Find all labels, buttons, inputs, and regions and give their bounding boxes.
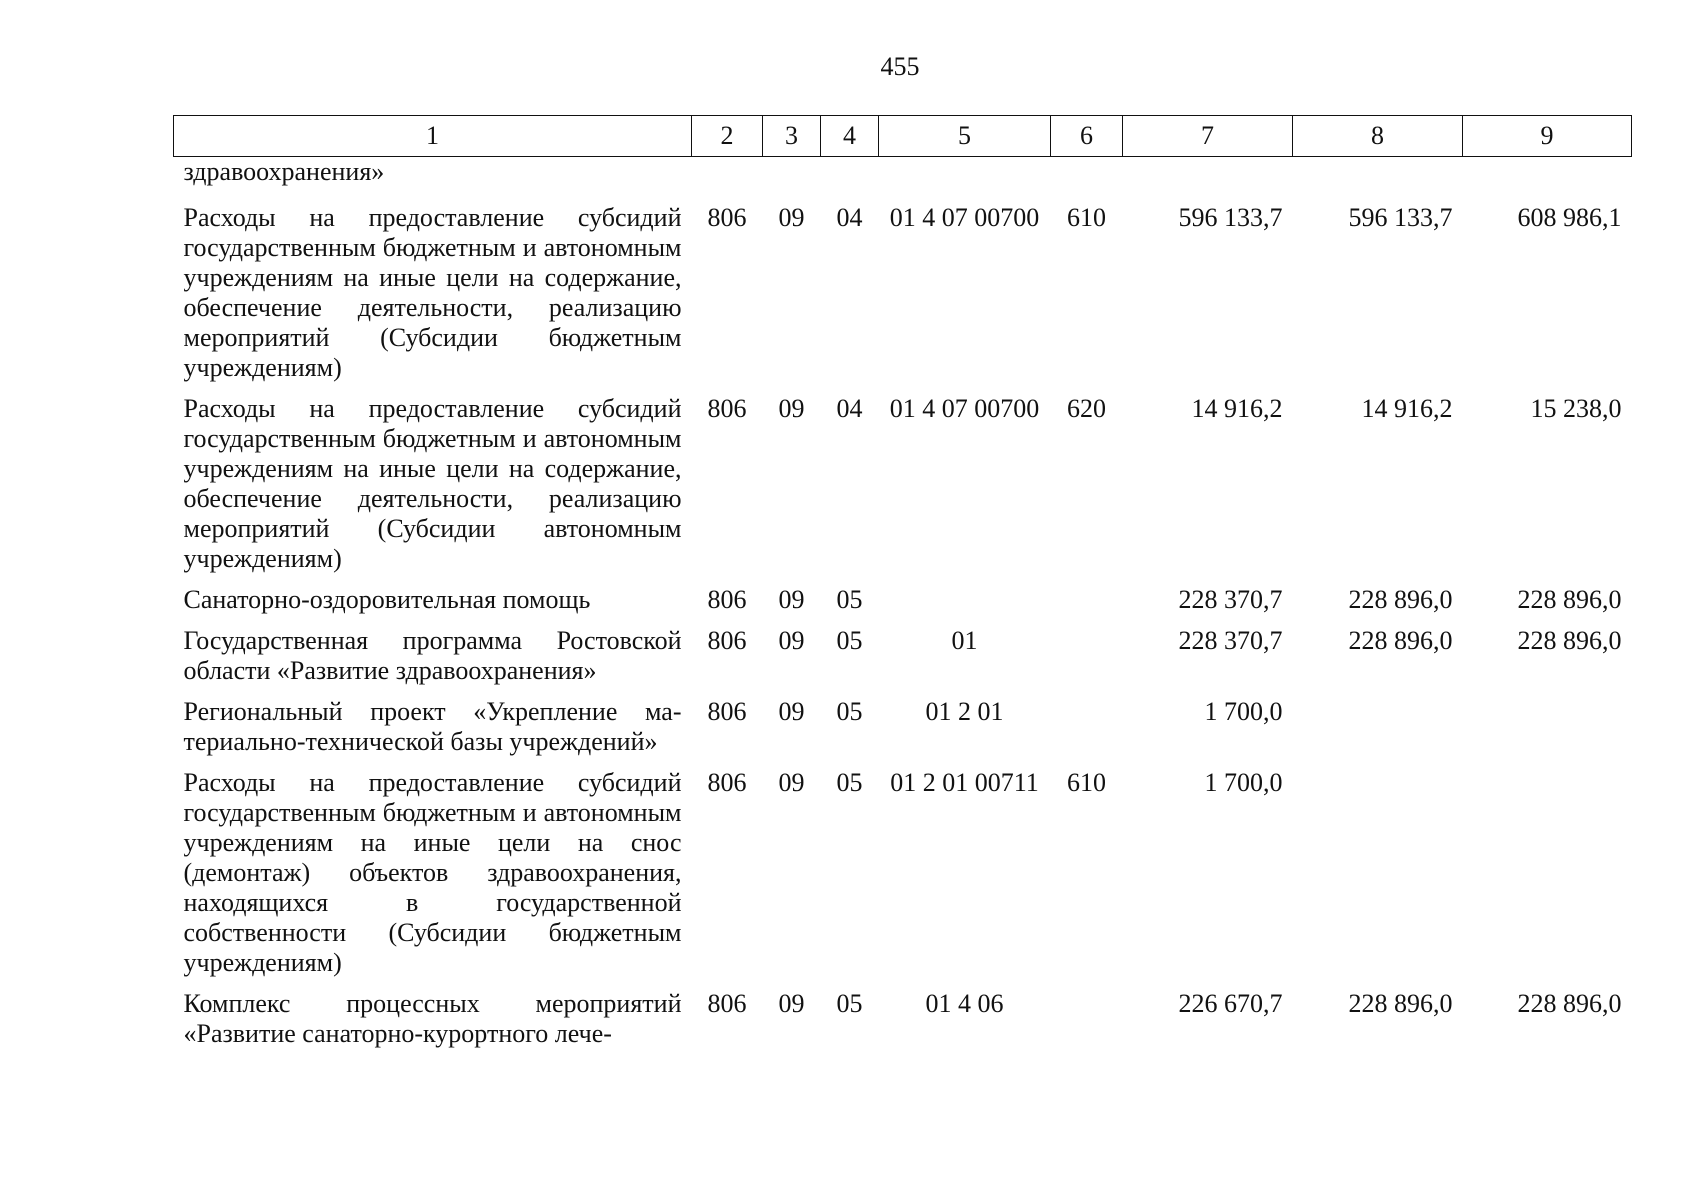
cell-amount-col8 [1293, 157, 1463, 200]
cell-department [692, 157, 763, 200]
row-name: Региональный проект «Укрепление материально-технической базы учреждений» [183, 697, 682, 756]
cell-expense-type [1051, 157, 1123, 200]
column-header: 6 [1051, 116, 1123, 157]
cell-amount-col7: 228 370,7 [1178, 626, 1283, 655]
cell-department: 806 [707, 697, 747, 726]
cell-subsection: 05 [836, 626, 863, 655]
table-row [174, 199, 1632, 390]
cell-amount-col8: 228 896,0 [1348, 989, 1453, 1018]
table-row [174, 581, 1632, 622]
cell-expense-type [1051, 622, 1123, 693]
table-row [174, 985, 1632, 1056]
cell-target-article: 01 2 01 00711 [890, 768, 1039, 797]
cell-subsection: 05 [836, 768, 863, 797]
column-header: 4 [821, 116, 879, 157]
cell-target-article: 01 2 01 [925, 697, 1004, 726]
cell-department: 806 [707, 989, 747, 1018]
cell-section: 09 [778, 203, 805, 232]
cell-amount-col9: 228 896,0 [1517, 989, 1622, 1018]
cell-amount-col7: 1 700,0 [1204, 697, 1283, 726]
row-name: Санаторно-оздоровительная помощь [183, 585, 591, 614]
cell-amount-col7: 226 670,7 [1178, 989, 1283, 1018]
cell-amount-col7 [1123, 157, 1293, 200]
table-header-row [174, 116, 1632, 157]
cell-target-article: 01 [951, 626, 978, 655]
cell-target-article [879, 157, 1051, 200]
cell-section [763, 157, 821, 200]
cell-amount-col7: 1 700,0 [1204, 768, 1283, 797]
cell-section: 09 [778, 989, 805, 1018]
column-header: 3 [763, 116, 821, 157]
cell-target-article: 01 4 07 00700 [889, 394, 1040, 423]
cell-amount-col7: 228 370,7 [1178, 585, 1283, 614]
cell-section: 09 [778, 697, 805, 726]
column-header: 8 [1293, 116, 1463, 157]
cell-amount-col9 [1463, 764, 1632, 985]
cell-amount-col8 [1293, 764, 1463, 985]
cell-amount-col9: 228 896,0 [1517, 585, 1622, 614]
row-name: Расходы на предоставление субсидий государственным бюджетным и автономным учреждениям на иные цели на содержание, обеспечение деятельности, реализацию мероприятий (Субсидии автономным учреждениям) [183, 394, 682, 573]
cell-amount-col8 [1293, 693, 1463, 764]
cell-amount-col8: 228 896,0 [1348, 585, 1453, 614]
cell-department: 806 [707, 768, 747, 797]
column-header: 2 [692, 116, 763, 157]
row-name: Комплекс процессных мероприятий «Развитие санаторно-курортного лече- [183, 989, 682, 1048]
cell-target-article: 01 4 07 00700 [889, 203, 1040, 232]
cell-expense-type [1051, 693, 1123, 764]
cell-amount-col9 [1463, 157, 1632, 200]
cell-department: 806 [707, 203, 747, 232]
cell-section: 09 [778, 585, 805, 614]
cell-subsection [821, 157, 879, 200]
cell-amount-col9: 228 896,0 [1517, 626, 1622, 655]
cell-expense-type: 610 [1067, 203, 1106, 232]
cell-subsection: 05 [836, 989, 863, 1018]
cell-target-article [879, 581, 1051, 622]
row-name: здравоохранения» [183, 157, 385, 186]
cell-amount-col9 [1463, 693, 1632, 764]
row-name: Расходы на предоставление субсидий государственным бюджетным и автономным учреждениям на иные цели на снос (демонтаж) объектов здравоохранения, находящихся в государственной собственности (Субсидии бюджетным учреждениям) [183, 768, 682, 977]
cell-amount-col9: 15 238,0 [1530, 394, 1622, 423]
row-name: Расходы на предоставление субсидий государственным бюджетным и автономным учреждениям на иные цели на содержание, обеспечение деятельности, реализацию мероприятий (Субсидии бюджетным учреждениям) [183, 203, 682, 382]
cell-department: 806 [707, 585, 747, 614]
cell-subsection: 05 [836, 697, 863, 726]
table-row [174, 693, 1632, 764]
cell-amount-col8: 228 896,0 [1348, 626, 1453, 655]
cell-amount-col7: 14 916,2 [1191, 394, 1283, 423]
column-header: 1 [174, 116, 692, 157]
page-number: 455 [880, 52, 920, 81]
cell-department: 806 [707, 626, 747, 655]
cell-expense-type [1051, 581, 1123, 622]
cell-expense-type: 610 [1067, 768, 1106, 797]
table-row [174, 622, 1632, 693]
table-row [174, 157, 1632, 200]
column-header: 7 [1123, 116, 1293, 157]
cell-target-article: 01 4 06 [925, 989, 1004, 1018]
cell-subsection: 04 [836, 203, 863, 232]
cell-amount-col8: 596 133,7 [1348, 203, 1453, 232]
column-header: 5 [879, 116, 1051, 157]
row-name: Государственная программа Ростовской области «Развитие здравоохранения» [183, 626, 682, 685]
budget-table [173, 115, 1632, 1056]
table-row [174, 390, 1632, 581]
cell-section: 09 [778, 394, 805, 423]
cell-expense-type: 620 [1067, 394, 1106, 423]
cell-amount-col9: 608 986,1 [1517, 203, 1622, 232]
cell-department: 806 [707, 394, 747, 423]
cell-subsection: 04 [836, 394, 863, 423]
cell-subsection: 05 [836, 585, 863, 614]
table-row [174, 764, 1632, 985]
cell-section: 09 [778, 768, 805, 797]
cell-expense-type [1051, 985, 1123, 1056]
column-header: 9 [1463, 116, 1632, 157]
cell-section: 09 [778, 626, 805, 655]
cell-amount-col7: 596 133,7 [1178, 203, 1283, 232]
cell-amount-col8: 14 916,2 [1361, 394, 1453, 423]
